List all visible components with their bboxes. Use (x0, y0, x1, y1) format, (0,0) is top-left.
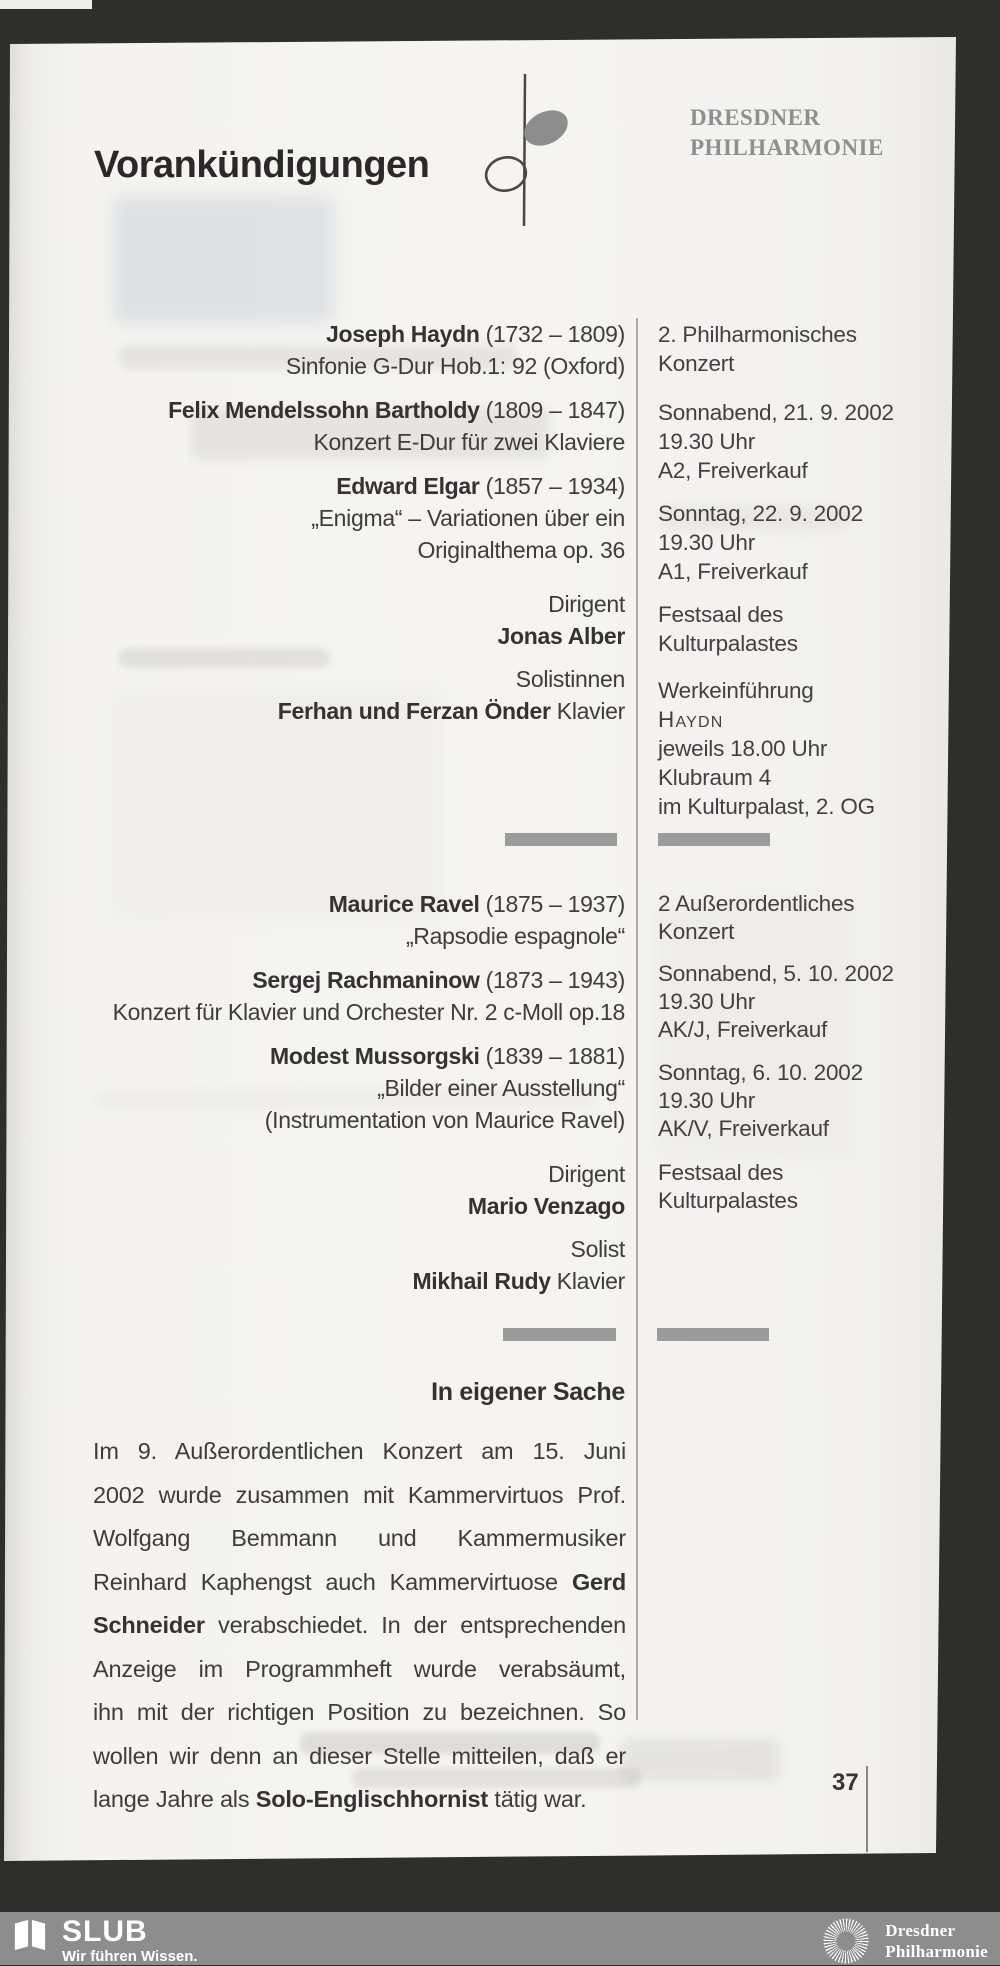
composer-line: Sergej Rachmaninow (1873 – 1943) (252, 967, 625, 993)
paragraph-line: Wolfgang Bemmann und Kammermusiker (93, 1525, 626, 1551)
slub-footer-bar (0, 1912, 1000, 1965)
paragraph-line: Schneider verabschiedet. In der entsprechenden (93, 1612, 626, 1638)
venue-line: Kulturpalastes (658, 631, 798, 656)
note-line: jeweils 18.00 Uhr (658, 736, 828, 761)
margin-rule (866, 1766, 868, 1852)
series-line: Konzert (658, 919, 735, 944)
brand-wordmark (690, 103, 884, 163)
time-line: 19.30 Uhr (658, 989, 756, 1014)
time-line: 19.30 Uhr (658, 429, 756, 454)
work-line: Konzert für Klavier und Orchester Nr. 2 c-Moll op.18 (112, 999, 625, 1025)
note-line: im Kulturpalast, 2. OG (658, 794, 875, 819)
composer-line: Joseph Haydn (1732 – 1809) (325, 321, 625, 347)
venue-line: Kulturpalastes (658, 1188, 798, 1213)
composer-line: Felix Mendelssohn Bartholdy (1809 – 1847) (168, 397, 625, 423)
venue-line: Festsaal des (658, 1160, 784, 1185)
notice-heading: In eigener Sache (431, 1378, 625, 1406)
date-line: Sonntag, 6. 10. 2002 (658, 1060, 863, 1085)
note-line: Klubraum 4 (658, 765, 772, 790)
dresdner-philharmonie-footer-logo (821, 1916, 988, 1966)
composer-line: Modest Mussorgski (1839 – 1881) (269, 1043, 625, 1069)
note-line: Haydn (658, 707, 724, 732)
ticket-line: AK/J, Freiverkauf (658, 1017, 828, 1042)
date-line: Sonntag, 22. 9. 2002 (658, 501, 863, 526)
column-divider-rule (636, 318, 638, 1720)
work-line: „Rapsodie espagnole“ (405, 923, 625, 949)
orch-line2: Philharmonie (885, 1942, 988, 1961)
credit-name: Ferhan und Ferzan Önder Klavier (277, 698, 625, 724)
orch-line1: Dresdner (885, 1921, 956, 1940)
concert1-info (658, 320, 894, 821)
composer-line: Edward Elgar (1857 – 1934) (336, 473, 625, 499)
dresdner-philharmonie-note-logo-icon (468, 70, 588, 228)
work-line: „Enigma“ – Variationen über ein (311, 505, 625, 531)
time-line: 19.30 Uhr (658, 1088, 756, 1113)
note-line: Werkeinführung (658, 678, 814, 703)
venue-line: Festsaal des (658, 602, 784, 627)
composer-line: Maurice Ravel (1875 – 1937) (328, 891, 625, 917)
notice-paragraph (93, 1430, 626, 1822)
series-line: 2. Philharmonisches (658, 322, 857, 347)
work-line: Sinfonie G-Dur Hob.1: 92 (Oxford) (285, 353, 625, 379)
section-separator-bar (657, 1328, 769, 1341)
slub-tagline: Wir führen Wissen. (62, 1948, 198, 1965)
section-separator-bar (503, 1328, 616, 1341)
page-title: Vorankündigungen (94, 144, 430, 186)
brand-line1: DRESDNER (690, 105, 821, 130)
role-label: Solist (570, 1236, 625, 1262)
role-label: Solistinnen (515, 666, 625, 692)
date-line: Sonnabend, 21. 9. 2002 (658, 400, 894, 425)
paragraph-line: 2002 wurde zusammen mit Kammervirtuos Prof. (93, 1481, 626, 1508)
series-line: Konzert (658, 351, 735, 376)
concert2-info (658, 890, 894, 1215)
open-book-icon (13, 1918, 47, 1952)
page-number: 37 (832, 1769, 859, 1796)
work-line: (Instrumentation von Maurice Ravel) (264, 1107, 625, 1133)
work-line: Originalthema op. 36 (417, 537, 625, 563)
role-label: Dirigent (548, 591, 625, 617)
work-line: „Bilder einer Ausstellung“ (377, 1075, 625, 1101)
credit-name: Mario Venzago (467, 1193, 625, 1219)
sunburst-icon (821, 1916, 871, 1966)
credit-name: Mikhail Rudy Klavier (412, 1268, 625, 1294)
paragraph-line: ihn mit der richtigen Position zu bezeichnen. So (93, 1699, 626, 1725)
ticket-line: A2, Freiverkauf (658, 458, 808, 483)
paragraph-line: Anzeige im Programmheft wurde verabsäumt, (93, 1655, 626, 1682)
paragraph-line: wollen wir denn an dieser Stelle mitteilen, daß er (93, 1742, 626, 1769)
paragraph-line: lange Jahre als Solo-Englischhornist tätig war. (93, 1786, 587, 1812)
credit-name: Jonas Alber (497, 623, 625, 649)
paragraph-line: Reinhard Kaphengst auch Kammervirtuose Gerd (93, 1568, 626, 1595)
brand-line2: PHILHARMONIE (690, 135, 884, 160)
paragraph-line: Im 9. Außerordentlichen Konzert am 15. Juni (93, 1438, 626, 1464)
slub-wordmark: SLUB (62, 1915, 148, 1948)
date-line: Sonnabend, 5. 10. 2002 (658, 961, 894, 986)
concert2-program (113, 888, 625, 1297)
section-separator-bar (505, 833, 617, 846)
series-line: 2 Außerordentliches (658, 891, 855, 916)
time-line: 19.30 Uhr (658, 530, 756, 555)
slub-logo (13, 1915, 198, 1965)
role-label: Dirigent (548, 1161, 625, 1187)
work-line: Konzert E-Dur für zwei Klaviere (313, 429, 625, 455)
section-separator-bar (658, 833, 770, 846)
concert1-program (168, 318, 625, 727)
ticket-line: AK/V, Freiverkauf (658, 1116, 829, 1141)
ticket-line: A1, Freiverkauf (658, 559, 808, 584)
